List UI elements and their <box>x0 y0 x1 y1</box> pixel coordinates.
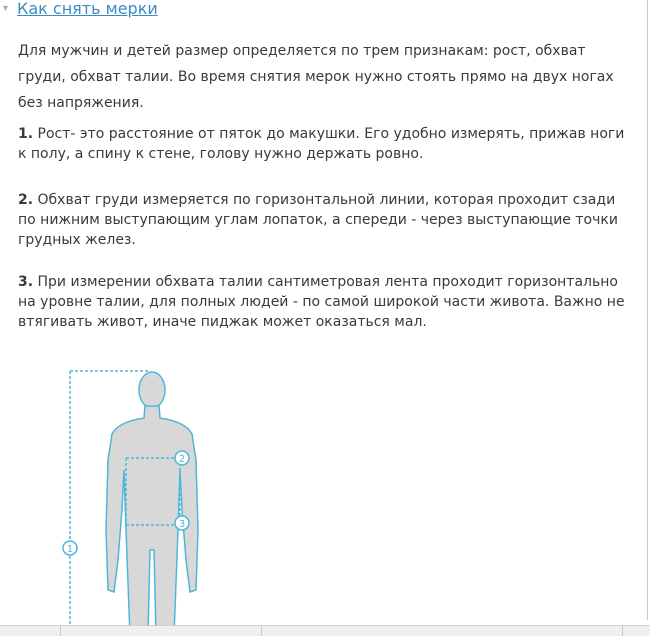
marker-1 <box>63 541 77 555</box>
scrollbar-segment[interactable] <box>262 626 623 636</box>
body-measurement-illustration <box>40 360 260 636</box>
expand-arrow-icon[interactable]: ▾ <box>3 2 9 14</box>
item-number: 2. <box>18 192 34 208</box>
measurement-item-waist <box>18 272 633 332</box>
marker-2 <box>175 451 189 465</box>
scrollbar-segment[interactable] <box>0 626 61 636</box>
article-body <box>18 38 633 330</box>
marker-2-label: 2 <box>178 454 186 465</box>
item-text: При измерении обхвата талии сантиметровая лента проходит горизонтально на уровне талии, для полных людей - по самой широкой части живота. Важно не втягивать живот, иначе пиджак может оказаться мал. <box>18 274 625 330</box>
content-border <box>647 0 648 620</box>
horizontal-scrollbar[interactable] <box>0 625 650 636</box>
item-text: Рост- это расстояние от пяток до макушки. Его удобно измерять, прижав ноги к полу, а спину к стене, голову нужно держать ровно. <box>18 126 625 162</box>
measurement-item-chest <box>18 190 633 250</box>
intro-paragraph: Для мужчин и детей размер определяется по трем признакам: рост, обхват груди, обхват талии. Во время снятия мерок нужно стоять прямо на двух ногах без напряжения. <box>18 43 614 111</box>
item-number: 1. <box>18 126 34 142</box>
marker-1-label: 1 <box>66 544 74 555</box>
item-text: Обхват груди измеряется по горизонтальной линии, которая проходит сзади по нижним выступающим углам лопаток, а спереди - через выступающие точки грудных желез. <box>18 192 618 248</box>
scrollbar-segment[interactable] <box>61 626 262 636</box>
title-row <box>0 0 158 20</box>
body-silhouette <box>106 372 198 636</box>
page-title-link[interactable]: Как снять мерки <box>17 0 158 18</box>
measurement-item-height <box>18 124 633 164</box>
item-number: 3. <box>18 274 34 290</box>
marker-3-label: 3 <box>178 519 186 530</box>
marker-3 <box>175 516 189 530</box>
